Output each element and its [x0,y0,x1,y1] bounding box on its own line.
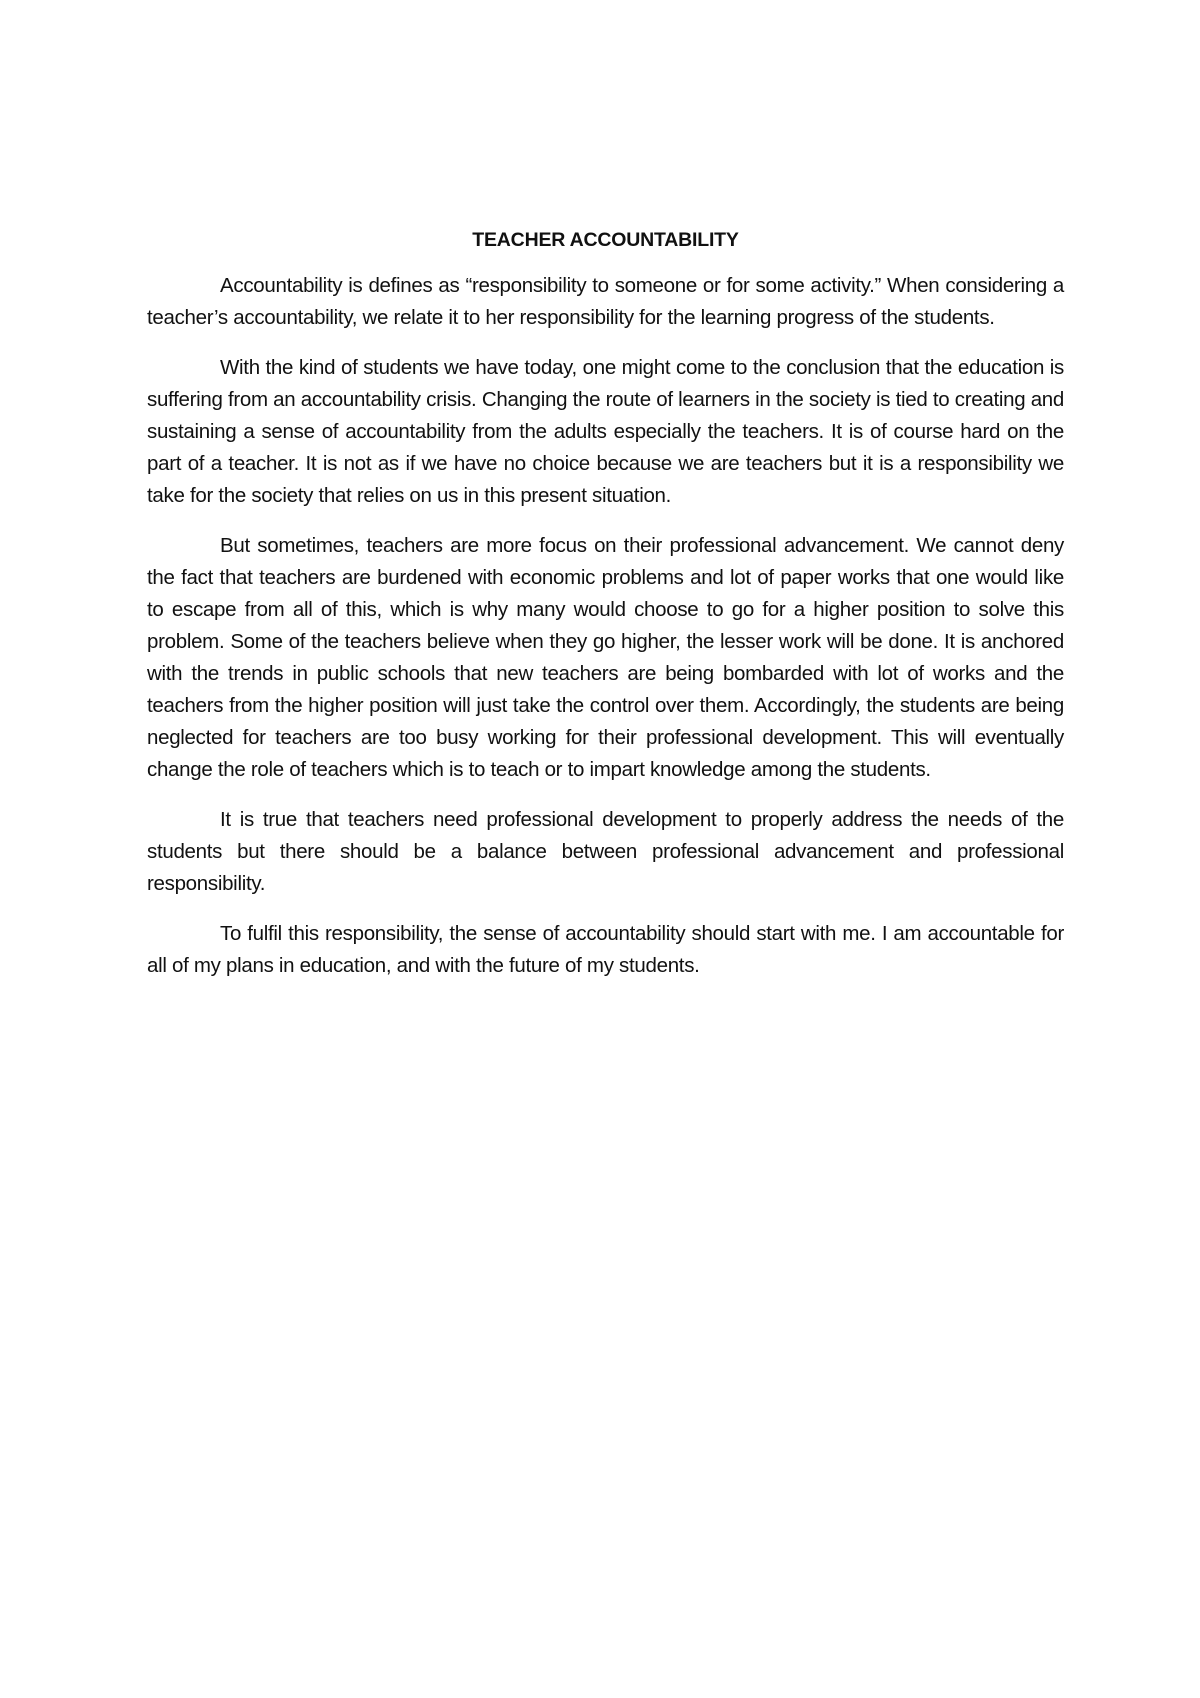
document-title: TEACHER ACCOUNTABILITY [472,229,739,251]
document-body [147,224,1064,1000]
paragraph-5: To fulfil this responsibility, the sense of accountability should start with me. I am accountable for all of my plans in education, and with the future of my students. [147,922,1064,977]
paragraph-3: But sometimes, teachers are more focus on their professional advancement. We cannot deny the fact that teachers are burdened with economic problems and lot of paper works that one would like to escape from all of this, which is why many would choose to go for a higher position to solve this problem. Some of the teachers believe when they go higher, the lesser work will be done. It is anchored with the trends in public schools that new teachers are being bombarded with lot of works and the teachers from the higher position will just take the control over them. Accordingly, the students are being neglected for teachers are too busy working for their professional development. This will eventually change the role of teachers which is to teach or to impart knowledge among the students. [147,534,1064,781]
paragraph-1: Accountability is defines as “responsibility to someone or for some activity.” When considering a teacher’s accountability, we relate it to her responsibility for the learning progress of the students. [147,274,1064,329]
paragraph-4: It is true that teachers need professional development to properly address the needs of the students but there should be a balance between professional advancement and professional responsibility. [147,808,1064,895]
paragraph-2: With the kind of students we have today, one might come to the conclusion that the education is suffering from an accountability crisis. Changing the route of learners in the society is tied to creating and sustaining a sense of accountability from the adults especially the teachers. It is of course hard on the part of a teacher. It is not as if we have no choice because we are teachers but it is a responsibility we take for the society that relies on us in this present situation. [147,356,1064,507]
